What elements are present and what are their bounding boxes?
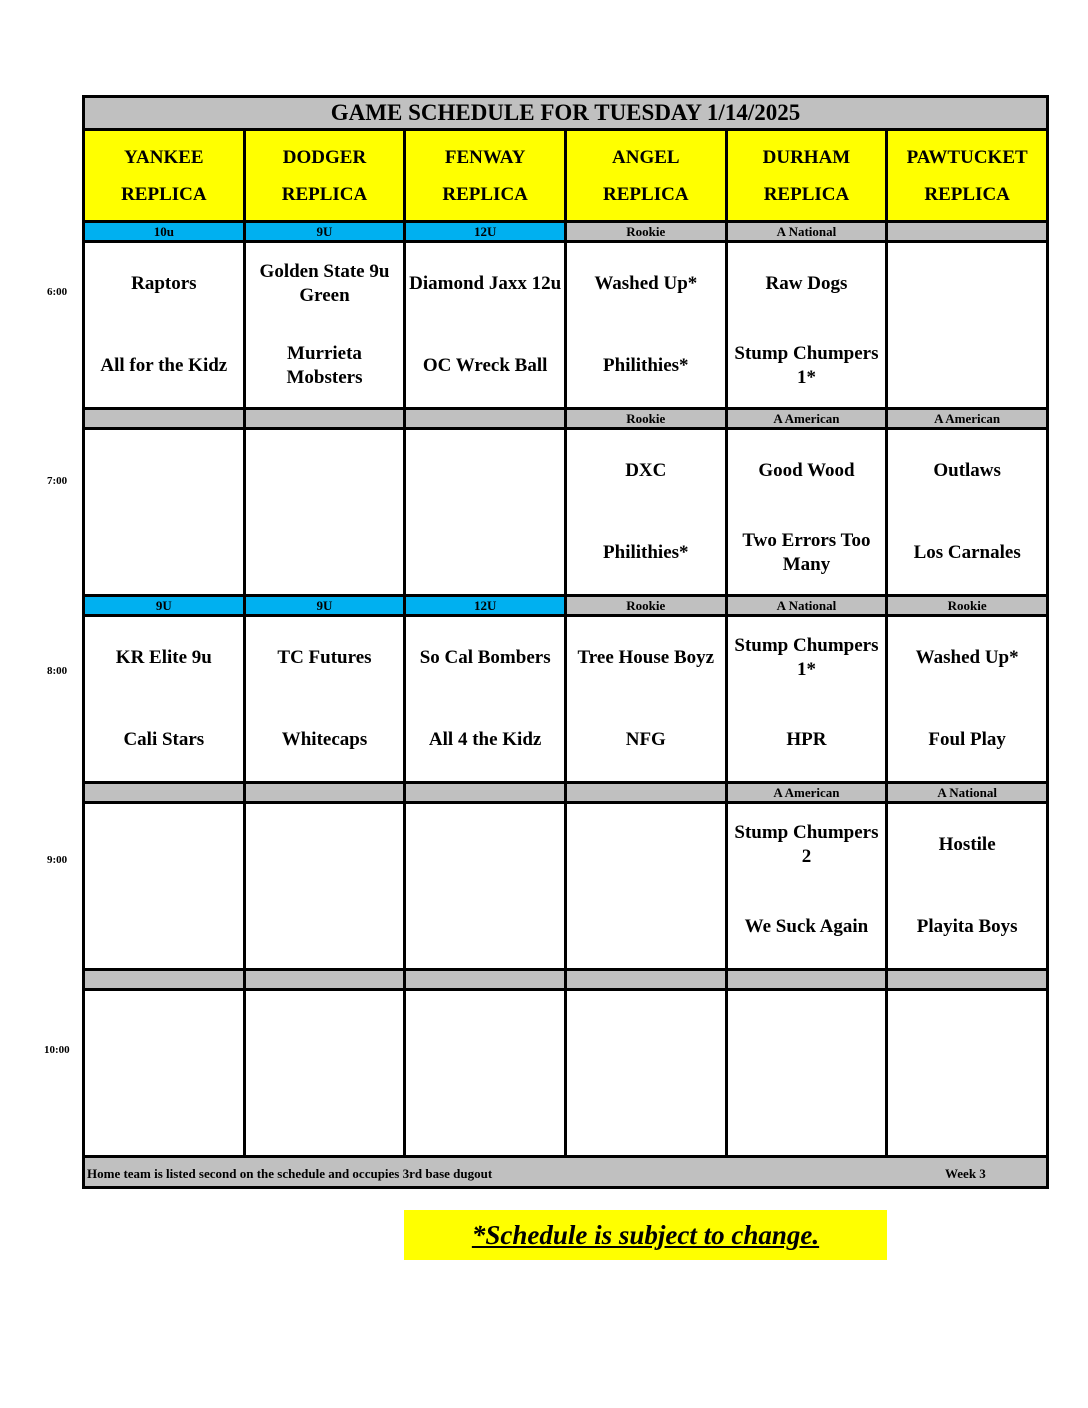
time-label: 7:00 bbox=[47, 475, 68, 487]
division-label bbox=[84, 970, 245, 990]
away-team: Stump Chumpers 2 bbox=[734, 822, 879, 867]
away-team bbox=[85, 804, 243, 886]
schedule-body bbox=[84, 97, 1048, 1188]
field-name: DURHAM bbox=[762, 146, 851, 168]
field-name: FENWAY bbox=[444, 146, 526, 168]
game-cell bbox=[84, 429, 245, 596]
home-team: All 4 the Kidz bbox=[428, 729, 542, 750]
division-label: A National bbox=[726, 222, 887, 242]
away-team bbox=[888, 991, 1046, 1073]
division-label: 10u bbox=[84, 222, 245, 242]
division-label bbox=[726, 970, 887, 990]
game-cell bbox=[887, 616, 1048, 783]
game-cell bbox=[565, 803, 726, 970]
game-cell bbox=[726, 616, 887, 783]
division-label bbox=[887, 222, 1048, 242]
away-team: Tree House Boyz bbox=[577, 647, 715, 668]
footer-row bbox=[84, 1157, 1048, 1188]
division-label bbox=[887, 970, 1048, 990]
schedule-table bbox=[82, 95, 1049, 1189]
home-team: Cali Stars bbox=[123, 729, 205, 750]
game-cell bbox=[565, 990, 726, 1157]
game-cell bbox=[887, 803, 1048, 970]
division-row bbox=[84, 222, 1048, 242]
away-team bbox=[246, 804, 404, 886]
home-team bbox=[406, 512, 564, 594]
home-team: Foul Play bbox=[928, 729, 1006, 750]
time-label: 9:00 bbox=[47, 854, 68, 866]
game-row bbox=[84, 803, 1048, 970]
field-subtitle: REPLICA bbox=[442, 183, 528, 205]
field-header-dodger bbox=[244, 130, 405, 222]
field-subtitle: REPLICA bbox=[603, 183, 689, 205]
schedule-disclaimer: *Schedule is subject to change. bbox=[404, 1210, 887, 1260]
division-label: Rookie bbox=[887, 596, 1048, 616]
away-team: Good Wood bbox=[758, 460, 855, 481]
field-header-row bbox=[84, 130, 1048, 222]
game-cell bbox=[726, 803, 887, 970]
home-team: OC Wreck Ball bbox=[422, 355, 548, 376]
division-label bbox=[565, 783, 726, 803]
field-name: DODGER bbox=[282, 146, 367, 168]
game-cell bbox=[565, 616, 726, 783]
division-label: A American bbox=[726, 783, 887, 803]
title-row bbox=[84, 97, 1048, 130]
game-row bbox=[84, 990, 1048, 1157]
home-team bbox=[246, 512, 404, 594]
home-team bbox=[246, 886, 404, 968]
away-team: Stump Chumpers 1* bbox=[734, 635, 879, 680]
away-team: Outlaws bbox=[933, 460, 1001, 481]
field-header-yankee bbox=[84, 130, 245, 222]
division-label bbox=[244, 409, 405, 429]
away-team: KR Elite 9u bbox=[115, 647, 212, 668]
game-cell bbox=[84, 616, 245, 783]
home-team bbox=[406, 1073, 564, 1155]
division-label: Rookie bbox=[565, 596, 726, 616]
home-team bbox=[728, 1073, 886, 1155]
field-subtitle: REPLICA bbox=[924, 183, 1010, 205]
division-label: Rookie bbox=[565, 222, 726, 242]
away-team bbox=[406, 804, 564, 886]
game-cell bbox=[405, 616, 566, 783]
game-cell bbox=[405, 990, 566, 1157]
field-header-fenway bbox=[405, 130, 566, 222]
home-team-note: Home team is listed second on the schedule and occupies 3rd base dugout bbox=[87, 1166, 493, 1181]
game-row bbox=[84, 429, 1048, 596]
division-label bbox=[84, 409, 245, 429]
field-header-pawtucket bbox=[887, 130, 1048, 222]
home-team: Stump Chumpers 1* bbox=[734, 343, 879, 388]
division-label: A National bbox=[726, 596, 887, 616]
field-name: ANGEL bbox=[612, 146, 680, 168]
away-team: Raptors bbox=[131, 273, 197, 294]
home-team: HPR bbox=[786, 729, 827, 750]
away-team bbox=[567, 991, 725, 1073]
division-label: A American bbox=[726, 409, 887, 429]
away-team bbox=[246, 430, 404, 512]
game-cell bbox=[405, 242, 566, 409]
away-team: Diamond Jaxx 12u bbox=[409, 273, 562, 294]
division-label: 12U bbox=[405, 596, 566, 616]
away-team bbox=[406, 430, 564, 512]
game-cell bbox=[565, 429, 726, 596]
game-cell bbox=[726, 990, 887, 1157]
home-team bbox=[85, 512, 243, 594]
field-subtitle: REPLICA bbox=[763, 183, 850, 205]
home-team bbox=[85, 886, 243, 968]
home-team bbox=[567, 886, 725, 968]
away-team: TC Futures bbox=[277, 647, 372, 668]
away-team bbox=[246, 991, 404, 1073]
division-label: 12U bbox=[405, 222, 566, 242]
field-header-angel bbox=[565, 130, 726, 222]
field-subtitle: REPLICA bbox=[121, 183, 207, 205]
division-row bbox=[84, 596, 1048, 616]
division-label: A National bbox=[887, 783, 1048, 803]
game-cell bbox=[887, 429, 1048, 596]
home-team: Playita Boys bbox=[916, 916, 1018, 937]
division-label bbox=[405, 970, 566, 990]
game-cell bbox=[244, 616, 405, 783]
week-label: Week 3 bbox=[945, 1166, 986, 1181]
time-label: 6:00 bbox=[47, 286, 68, 298]
game-cell bbox=[244, 429, 405, 596]
home-team: NFG bbox=[625, 729, 666, 750]
game-cell bbox=[244, 803, 405, 970]
division-label bbox=[244, 970, 405, 990]
division-label: A American bbox=[887, 409, 1048, 429]
away-team: Golden State 9u Green bbox=[259, 261, 390, 306]
away-team: DXC bbox=[625, 460, 667, 481]
division-label bbox=[405, 783, 566, 803]
away-team bbox=[888, 243, 1046, 325]
home-team: Two Errors Too Many bbox=[742, 530, 871, 575]
home-team bbox=[567, 1073, 725, 1155]
division-row bbox=[84, 970, 1048, 990]
field-header-durham bbox=[726, 130, 887, 222]
game-cell bbox=[405, 803, 566, 970]
division-label bbox=[244, 783, 405, 803]
away-team bbox=[85, 430, 243, 512]
home-team: Philithies* bbox=[603, 355, 689, 376]
game-cell bbox=[244, 990, 405, 1157]
division-row bbox=[84, 409, 1048, 429]
away-team bbox=[406, 991, 564, 1073]
home-team bbox=[246, 1073, 404, 1155]
game-row bbox=[84, 242, 1048, 409]
away-team: Raw Dogs bbox=[765, 273, 848, 294]
time-label: 8:00 bbox=[47, 665, 68, 677]
game-cell bbox=[244, 242, 405, 409]
game-cell bbox=[726, 429, 887, 596]
game-cell bbox=[887, 990, 1048, 1157]
game-cell bbox=[405, 429, 566, 596]
division-label: 9U bbox=[244, 222, 405, 242]
division-label bbox=[405, 409, 566, 429]
schedule-title: GAME SCHEDULE FOR TUESDAY 1/14/2025 bbox=[84, 97, 1048, 130]
division-row bbox=[84, 783, 1048, 803]
division-label bbox=[565, 970, 726, 990]
game-cell bbox=[84, 803, 245, 970]
home-team: Whitecaps bbox=[281, 729, 368, 750]
home-team: Murrieta Mobsters bbox=[286, 343, 363, 388]
home-team bbox=[406, 886, 564, 968]
game-cell bbox=[726, 242, 887, 409]
game-cell bbox=[887, 242, 1048, 409]
away-team: Hostile bbox=[938, 834, 996, 855]
home-team: We Suck Again bbox=[744, 916, 869, 937]
field-name: YANKEE bbox=[124, 146, 204, 168]
game-cell bbox=[84, 990, 245, 1157]
away-team: Washed Up* bbox=[915, 647, 1019, 668]
division-label: 9U bbox=[244, 596, 405, 616]
home-team: Los Carnales bbox=[913, 542, 1021, 563]
game-row bbox=[84, 616, 1048, 783]
away-team: So Cal Bombers bbox=[419, 647, 551, 668]
division-label bbox=[84, 783, 245, 803]
away-team bbox=[567, 804, 725, 886]
division-label: Rookie bbox=[565, 409, 726, 429]
home-team bbox=[85, 1073, 243, 1155]
field-name: PAWTUCKET bbox=[906, 146, 1028, 168]
away-team: Washed Up* bbox=[594, 273, 698, 294]
away-team bbox=[85, 991, 243, 1073]
home-team: All for the Kidz bbox=[100, 355, 228, 376]
field-subtitle: REPLICA bbox=[281, 183, 368, 205]
home-team bbox=[888, 325, 1046, 407]
time-label: 10:00 bbox=[44, 1044, 70, 1056]
home-team bbox=[888, 1073, 1046, 1155]
division-label: 9U bbox=[84, 596, 245, 616]
home-team: Philithies* bbox=[603, 542, 689, 563]
game-cell bbox=[84, 242, 245, 409]
away-team bbox=[728, 991, 886, 1073]
footer-cell bbox=[84, 1157, 1048, 1188]
game-cell bbox=[565, 242, 726, 409]
